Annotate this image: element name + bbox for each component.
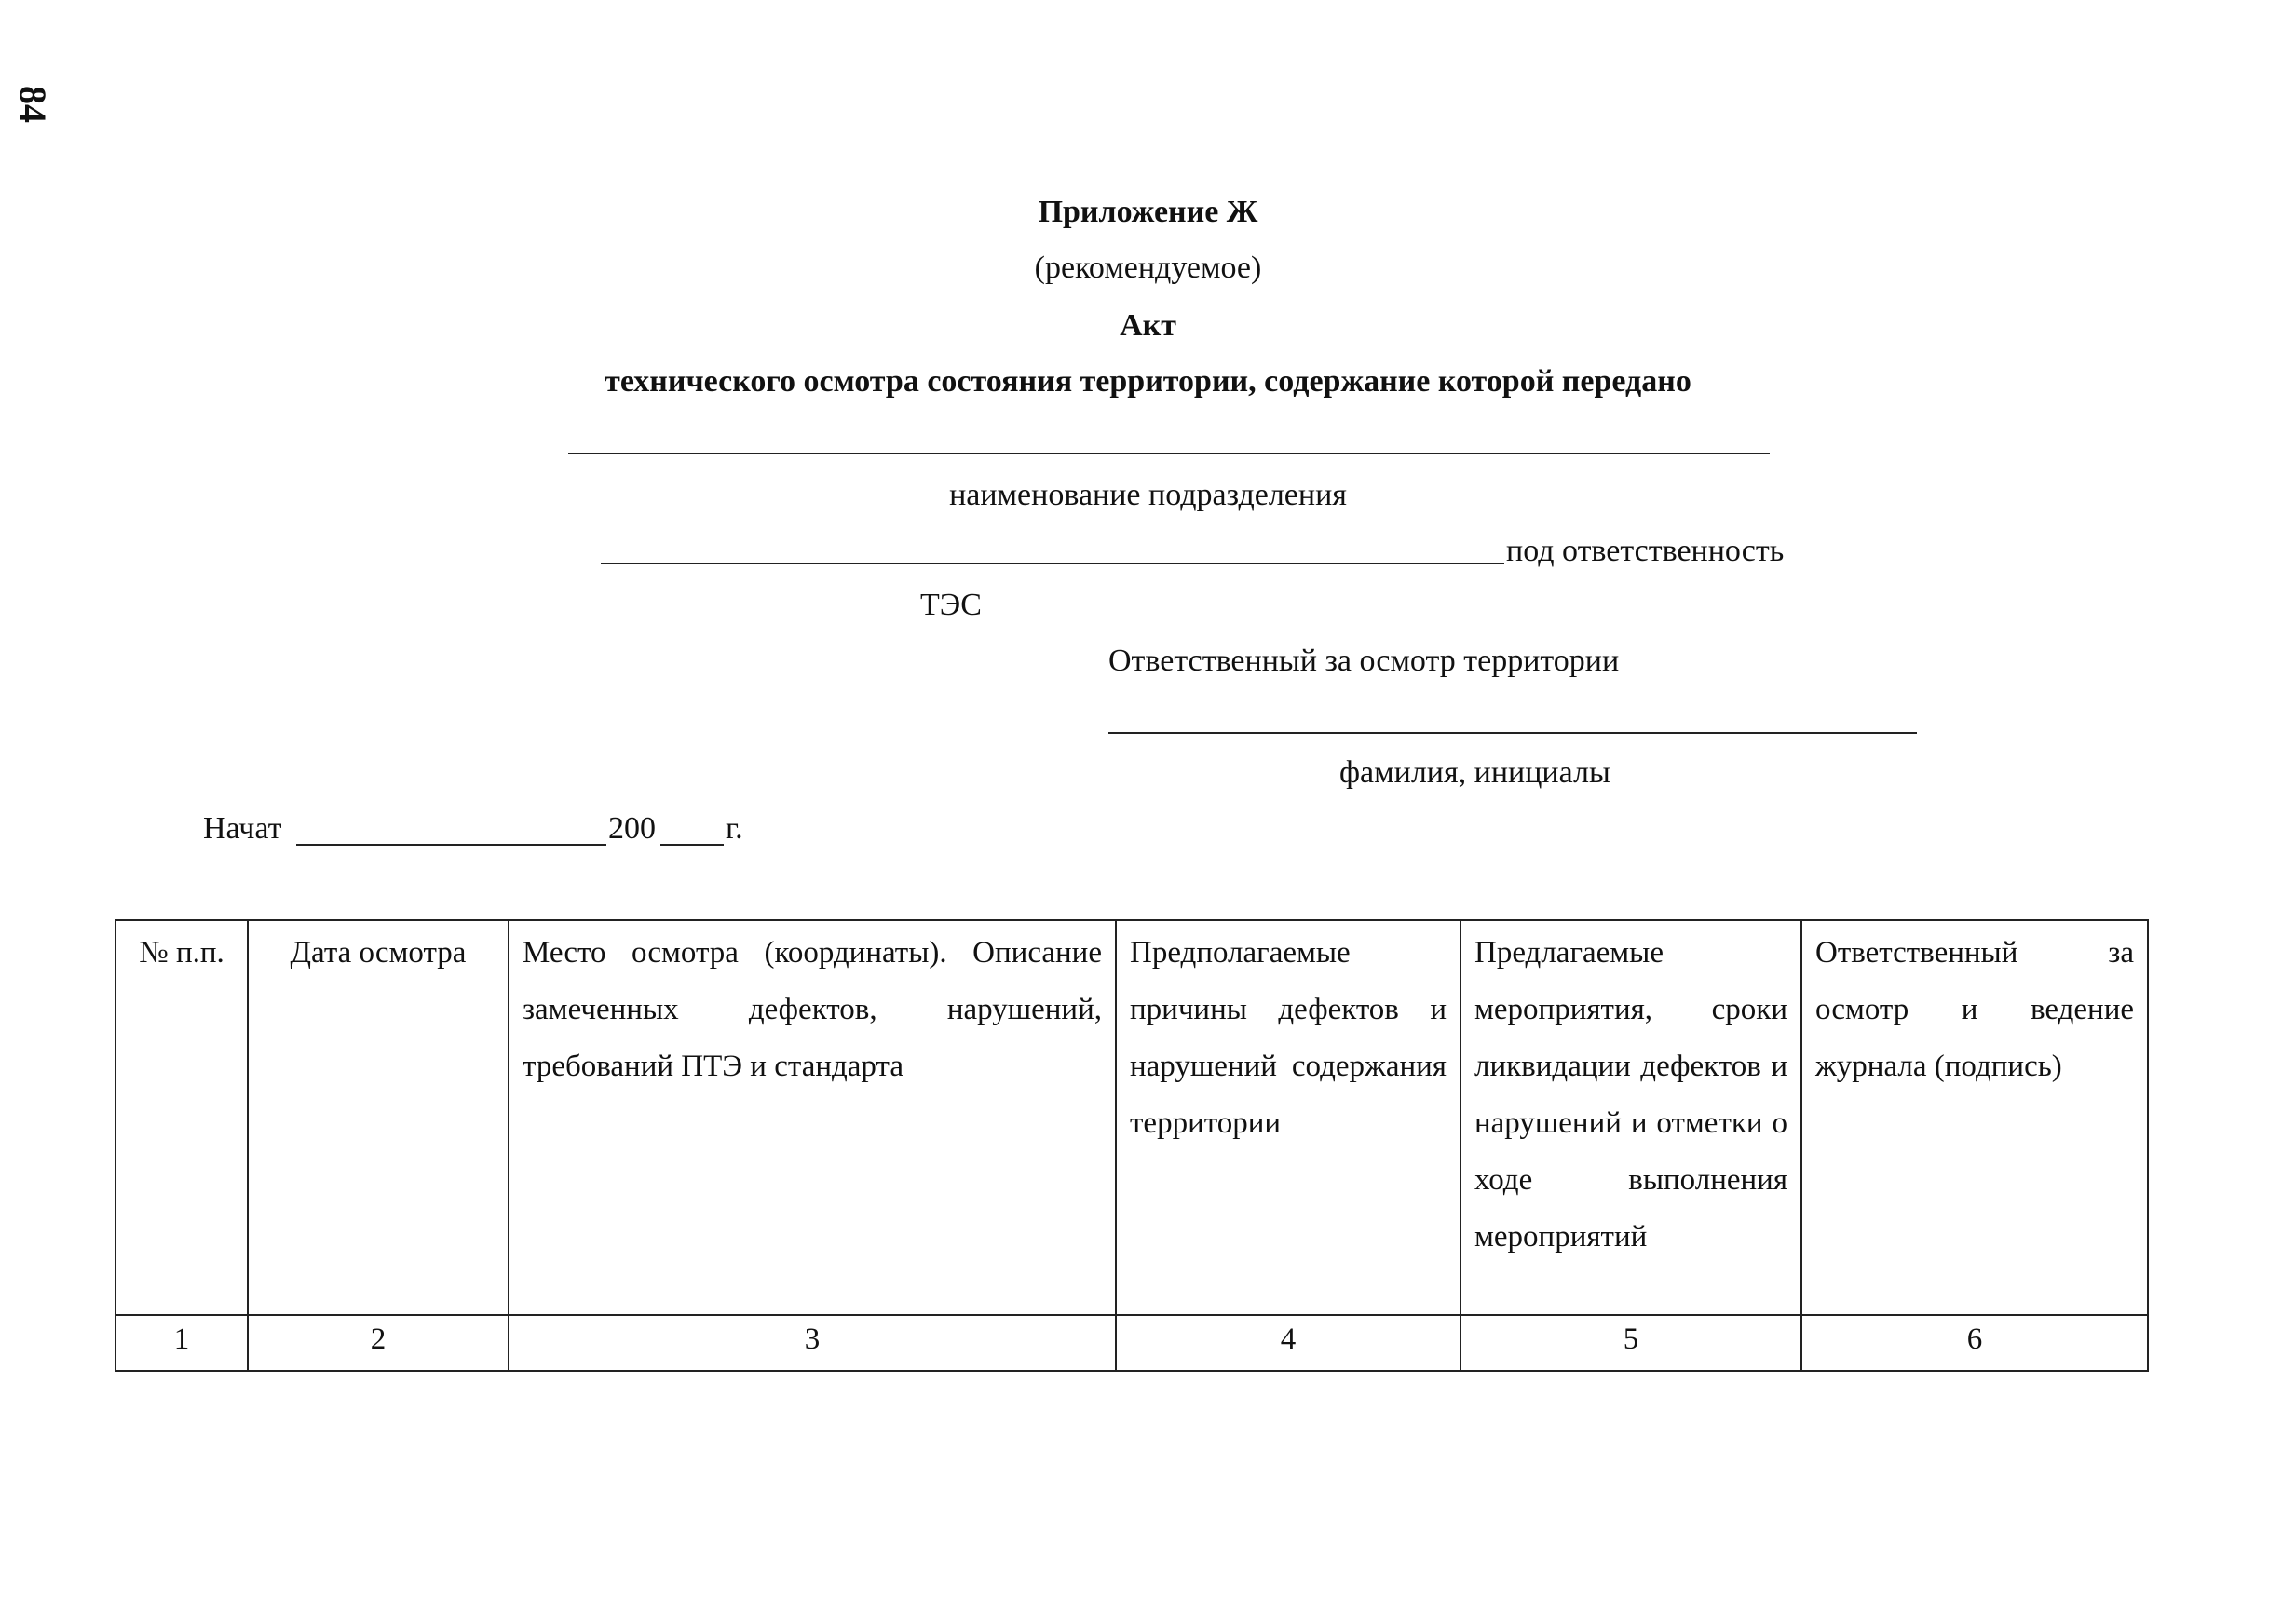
column-header-measures: Предлагаемые мероприятия, сроки ликвидации дефектов и нарушений и отметки о ходе выполнения мероприятий [1460,920,1801,1315]
responsibility-line [601,563,1504,564]
started-date-line [296,844,606,846]
column-header-location: Место осмотра (координаты). Описание замеченных дефектов, нарушений, требований ПТЭ и стандарта [509,920,1116,1315]
year-prefix: 200 [608,811,656,846]
column-number-cell: 2 [248,1315,509,1371]
column-header-responsible: Ответственный за осмотр и ведение журнала (подпись) [1801,920,2148,1315]
act-title: Акт [1120,308,1176,343]
division-name-caption: наименование подразделения [949,478,1347,512]
year-digits-line [660,844,724,846]
division-name-line [568,453,1770,454]
inspection-table [115,919,2149,1372]
column-number-cell: 3 [509,1315,1116,1371]
column-number-cell: 5 [1460,1315,1801,1371]
inspector-name-line [1108,732,1917,734]
tes-label: ТЭС [920,588,982,622]
table-header-row [115,920,2148,1315]
column-number-cell: 4 [1116,1315,1460,1371]
year-suffix: г. [726,811,743,846]
column-header-date: Дата осмотра [248,920,509,1315]
recommended-note: (рекомендуемое) [1034,251,1262,285]
column-number-cell: 1 [115,1315,248,1371]
appendix-title: Приложение Ж [1038,195,1258,229]
inspector-label: Ответственный за осмотр территории [1108,644,1620,678]
column-header-number: № п.п. [115,920,248,1315]
started-label: Начат [203,811,282,846]
responsibility-text: под ответственность [1506,534,1785,568]
table-row [115,1315,2148,1371]
act-subtitle: технического осмотра состояния территории, содержание которой передано [605,364,1691,399]
name-caption: фамилия, инициалы [1339,755,1610,790]
page-number: 84 [12,86,54,123]
column-header-causes: Предполагаемые причины дефектов и нарушений содержания территории [1116,920,1460,1315]
column-number-cell: 6 [1801,1315,2148,1371]
